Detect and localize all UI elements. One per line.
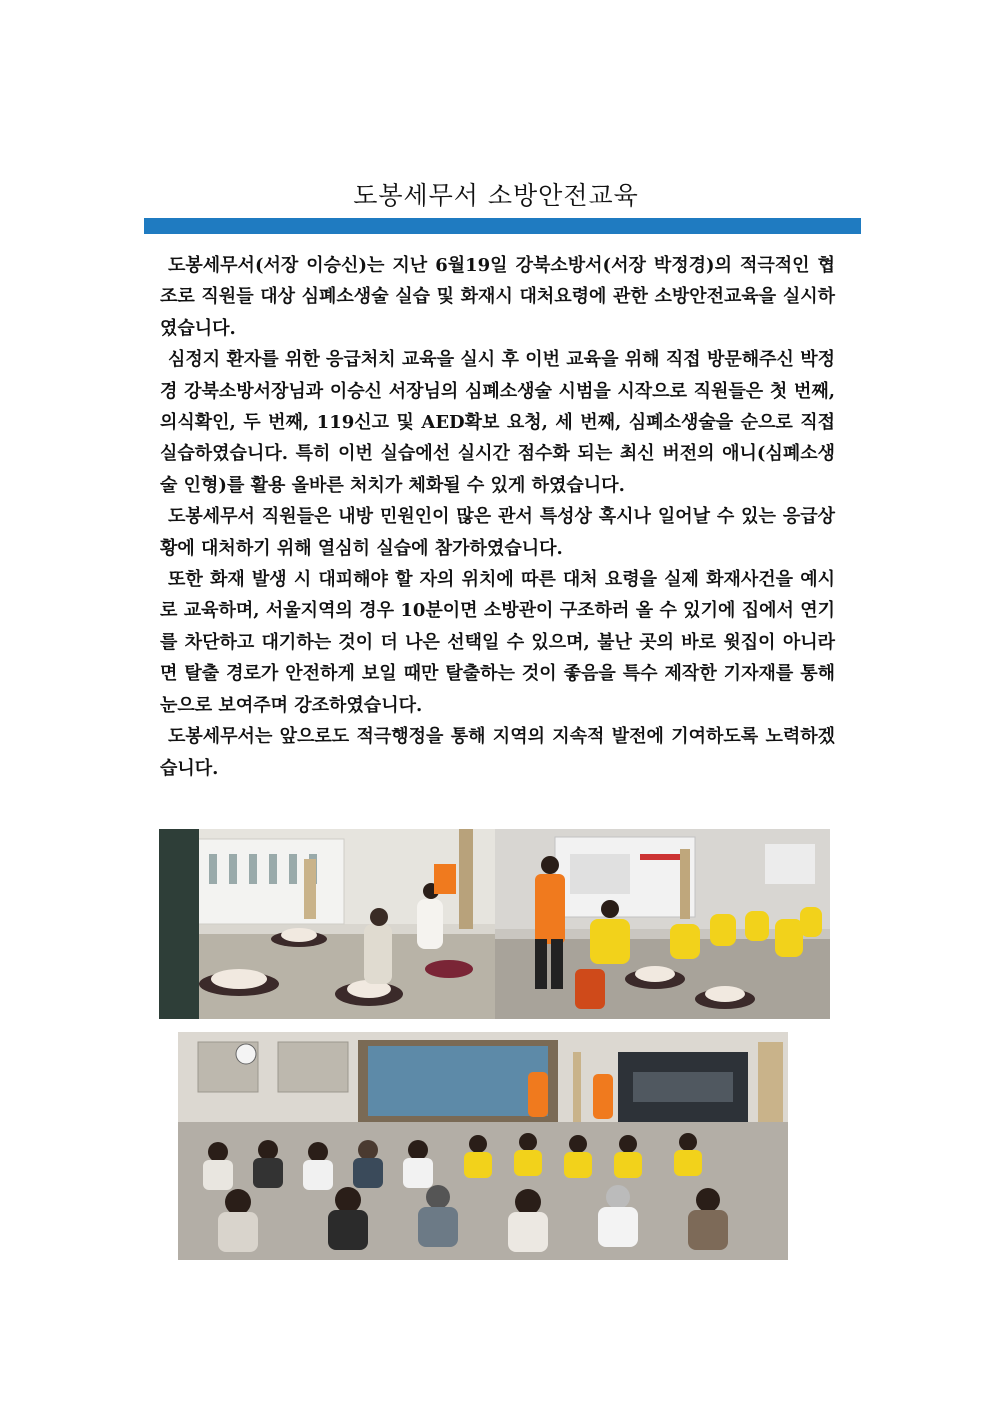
audience-lecture-photo	[178, 1032, 788, 1260]
paragraph: 또한 화재 발생 시 대피해야 할 자의 위치에 따른 대처 요령을 실제 화재사건을 예시로 교육하며, 서울지역의 경우 10분이면 소방관이 구조하러 올 수 있기에 집에서 연기를 차단하고 대기하는 것이 더 나은 선택일 수 있으며, 불난 곳의 바로 윗집이 아니라면 탈출 경로가 안전하게 보일 때만 탈출하는 것이 좋음을 특수 제작한 기자재를 통해 눈으로 보여주며 강조하였습니다.	[160, 569, 835, 716]
title-underline-bar	[144, 218, 861, 234]
paragraph: 도봉세무서는 앞으로도 적극행정을 통해 지역의 지속적 발전에 기여하도록 노력하겠습니다.	[160, 726, 835, 779]
paragraph: 도봉세무서(서장 이승신)는 지난 6월19일 강북소방서(서장 박정경)의 적극적인 협조로 직원들 대상 심폐소생술 실습 및 화재시 대처요령에 관한 소방안전교육을 실시하였습니다.	[160, 255, 835, 339]
paragraph: 도봉세무서 직원들은 내방 민원인이 많은 관서 특성상 혹시나 일어날 수 있는 응급상황에 대처하기 위해 열심히 실습에 참가하였습니다.	[160, 506, 835, 559]
document-title: 도봉세무서 소방안전교육	[353, 181, 639, 210]
paragraph: 심정지 환자를 위한 응급처치 교육을 실시 후 이번 교육을 위해 직접 방문해주신 박정경 강북소방서장님과 이승신 서장님의 심폐소생술 시범을 시작으로 직원들은 첫 번째, 의식확인, 두 번째, 119신고 및 AED확보 요청, 세 번째, 심폐소생술을 순으로 직접 실습하였습니다. 특히 이번 실습에선 실시간 점수화 되는 최신 버전의 애니(심폐소생술 인형)를 활용 올바른 처치가 체화될 수 있게 하였습니다.	[160, 349, 835, 496]
cpr-demonstration-photo	[495, 829, 830, 1019]
document-body	[160, 250, 835, 784]
cpr-practice-photo	[159, 829, 495, 1019]
